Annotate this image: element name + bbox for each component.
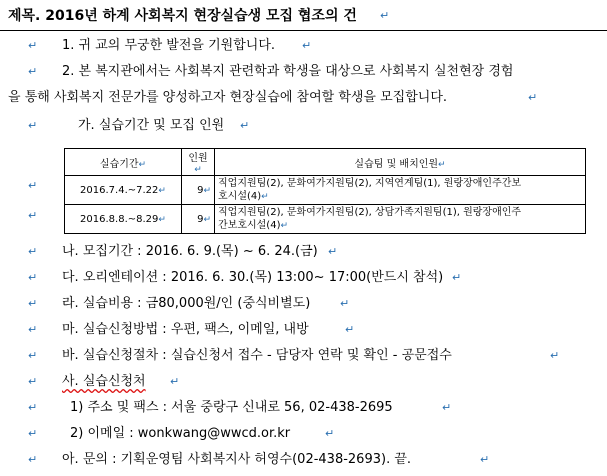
paragraph-mark: ↵ [452, 271, 462, 284]
schedule-table [64, 148, 586, 234]
paragraph-mark: ↵ [28, 65, 38, 78]
paragraph-2-line-2: 을 통해 사회복지 전문가를 양성하고자 현장실습에 참여할 학생을 모집합니다. [8, 90, 448, 105]
row-teams: 직업지원팀(2), 문화여가지원팀(2), 지역연계팀(1), 원랑장애인주간보 호시설(4)↵ [215, 176, 586, 205]
paragraph-mark: ↵ [28, 271, 38, 284]
paragraph-1: 1. 귀 교의 무궁한 발전을 기원합니다. [62, 38, 276, 53]
paragraph-mark: ↵ [28, 297, 38, 310]
item-da: 다. 오리엔테이션 : 2016. 6. 30.(목) 13:00~ 17:00(반드시 참석) [62, 270, 444, 285]
row-period: 2016.7.4.~7.22↵ [65, 176, 182, 205]
row-count: 9↵ [182, 205, 215, 234]
paragraph-mark: ↵ [480, 453, 490, 466]
paragraph-mark: ↵ [28, 375, 38, 388]
table-row [65, 176, 586, 205]
paragraph-mark: ↵ [28, 245, 38, 258]
sub-email: 2) 이메일 : wonkwang@wwcd.or.kr [70, 426, 291, 441]
paragraph-mark: ↵ [550, 349, 560, 362]
paragraph-mark: ↵ [28, 427, 38, 440]
paragraph-mark: ↵ [170, 375, 180, 388]
paragraph-mark: ↵ [345, 323, 355, 336]
item-ba: 바. 실습신청절차 : 실습신청서 접수 - 담당자 연락 및 확인 - 공문접수 [62, 348, 452, 363]
paragraph-mark: ↵ [302, 39, 312, 52]
section-ga-heading: 가. 실습기간 및 모집 인원 [78, 118, 225, 133]
header-count: 인원↵ [182, 149, 215, 176]
paragraph-mark: ↵ [325, 427, 335, 440]
title-top-rule [0, 30, 607, 31]
sub-address: 1) 주소 및 팩스 : 서울 중랑구 신내로 56, 02-438-2695 [70, 400, 393, 415]
row-count: 9↵ [182, 176, 215, 205]
paragraph-mark: ↵ [28, 179, 38, 192]
document-title: 제목. 2016년 하계 사회복지 현장실습생 모집 협조의 건 [8, 8, 357, 24]
paragraph-mark: ↵ [340, 297, 350, 310]
header-period: 실습기간↵ [65, 149, 182, 176]
paragraph-mark: ↵ [240, 119, 250, 132]
paragraph-mark: ↵ [28, 119, 38, 132]
paragraph-mark: ↵ [28, 209, 38, 222]
item-na: 나. 모집기간 : 2016. 6. 9.(목) ~ 6. 24.(금) [62, 244, 318, 259]
row-teams: 직업지원팀(2), 문화여가지원팀(2), 상담가족지원팀(1), 원랑장애인주 간보호시설(4)↵ [215, 205, 586, 234]
paragraph-mark: ↵ [28, 349, 38, 362]
paragraph-mark: ↵ [528, 91, 538, 104]
table-header-row [65, 149, 586, 176]
item-ra: 라. 실습비용 : 금80,000원/인 (중식비별도) [62, 296, 311, 311]
table-row [65, 205, 586, 234]
paragraph-mark: ↵ [328, 245, 338, 258]
paragraph-mark: ↵ [28, 453, 38, 466]
paragraph-mark: ↵ [28, 401, 38, 414]
item-a-contact: 아. 문의 : 기획운영팀 사회복지사 허영수(02-438-2693). 끝. [62, 452, 412, 467]
paragraph-mark: ↵ [28, 39, 38, 52]
row-period: 2016.8.8.~8.29↵ [65, 205, 182, 234]
paragraph-mark: ↵ [442, 401, 452, 414]
paragraph-mark: ↵ [28, 323, 38, 336]
paragraph-mark: ↵ [380, 9, 390, 22]
paragraph-2-line-1: 2. 본 복지관에서는 사회복지 관련학과 학생을 대상으로 사회복지 실천현장 경험 [62, 64, 514, 79]
item-ma: 마. 실습신청방법 : 우편, 팩스, 이메일, 내방 [62, 322, 309, 337]
header-teams: 실습팀 및 배치인원↵ [215, 149, 586, 176]
item-sa: 사. 실습신청처 [62, 374, 146, 389]
